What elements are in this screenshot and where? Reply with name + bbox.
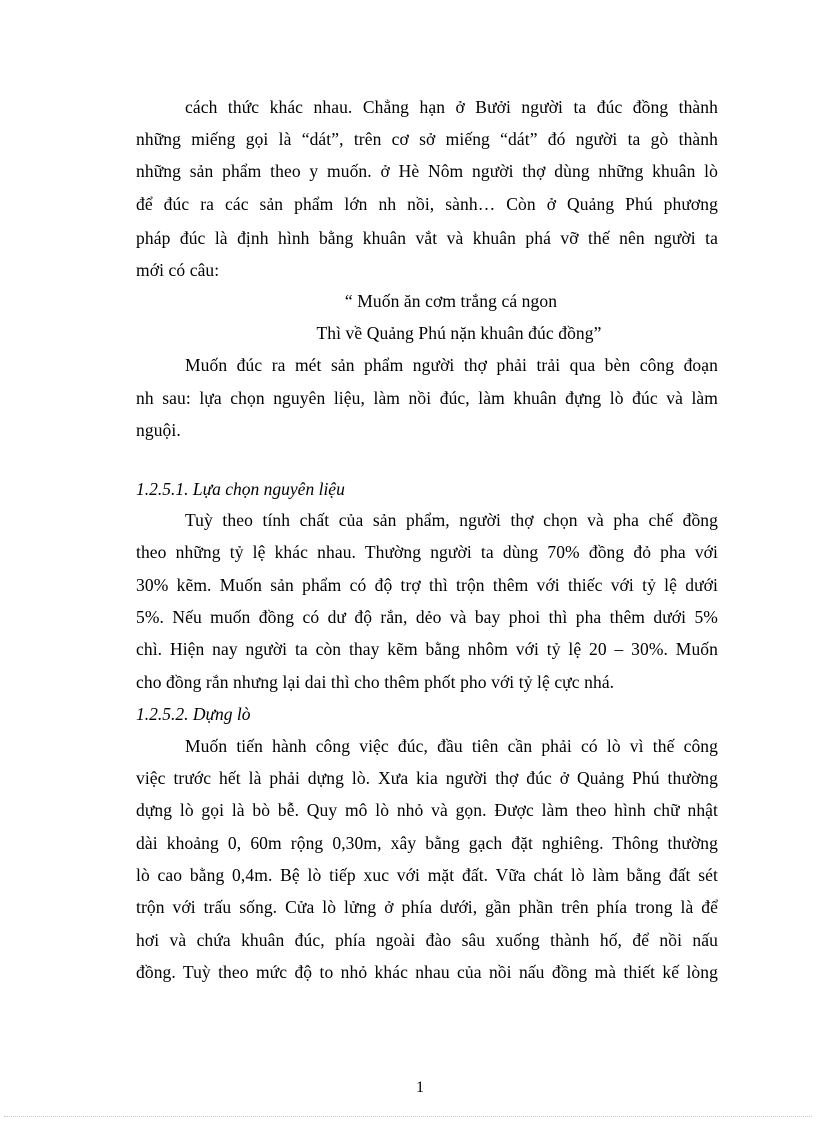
paragraph-3-line-6: cho đồng rắn nhưng lại dai thì cho thêm phốt pho với tỷ lệ cực nhá. [136,672,615,692]
paragraph-2-line-3: nguội. [136,420,181,440]
paragraph-3-line-5: chì. Hiện nay người ta còn thay kẽm bằng nhôm với tỷ lệ 20 – 30%. Muốn [136,639,718,659]
paragraph-3-line-1: Tuỳ theo tính chất của sản phẩm, người thợ chọn và pha chế đồng [185,510,718,530]
section-heading-raw-materials: 1.2.5.1. Lựa chọn nguyên liệu [136,479,345,499]
paragraph-1-line-6: mới có câu: [136,260,220,280]
paragraph-4-line-7: hơi và chứa khuân đúc, phía ngoài đào sâu xuống thành hố, để nồi nấu [136,930,718,950]
verse-line-1: “ Muốn ăn cơm trắng cá ngon [344,291,558,311]
paragraph-2-line-1: Muốn đúc ra mét sản phẩm người thợ phải trải qua bèn công đoạn [185,355,718,375]
paragraph-4-line-1: Muốn tiến hành công việc đúc, đầu tiên cần phải có lò vì thế công [185,736,718,756]
paragraph-4-line-6: trộn với trấu sống. Cửa lò lửng ở phía dưới, gần phần trên phía trong là để [136,897,718,917]
paragraph-1-line-4: để đúc ra các sản phẩm lớn nh nồi, sành… Còn ở Quảng Phú phương [136,194,718,214]
paragraph-1-line-5: pháp đúc là định hình bằng khuân vắt và khuân phá vỡ thế nên người ta [136,228,718,248]
paragraph-3-line-4: 5%. Nếu muốn đồng có dư độ rắn, dẻo và bay phoi thì pha thêm dưới 5% [136,607,718,627]
paragraph-4-line-5: lò cao bằng 0,4m. Bệ lò tiếp xuc với mặt đất. Vữa chát lò làm bằng đất sét [136,865,718,885]
paragraph-3-line-3: 30% kẽm. Muốn sản phẩm có độ trợ thì trộn thêm với thiếc với tỷ lệ dưới [136,575,718,595]
section-heading-furnace: 1.2.5.2. Dựng lò [136,704,251,724]
paragraph-1-line-3: những sản phẩm theo y muốn. ở Hè Nôm người thợ dùng những khuân lò [136,161,718,181]
paragraph-4-line-3: dựng lò gọi là bò bễ. Quy mô lò nhỏ và gọn. Được làm theo hình chữ nhật [136,800,718,820]
page-number: 1 [416,1079,424,1096]
paragraph-1-line-1: cách thức khác nhau. Chẳng hạn ở Bưởi người ta đúc đồng thành [185,97,718,117]
paragraph-3-line-2: theo những tỷ lệ khác nhau. Thường người ta dùng 70% đồng đỏ pha với [136,542,718,562]
paragraph-4-line-8: đồng. Tuỳ theo mức độ to nhỏ khác nhau của nồi nấu đồng mà thiết kế lòng [136,962,718,982]
paragraph-4-line-4: dài khoảng 0, 60m rộng 0,30m, xây bằng gạch đặt nghiêng. Thông thường [136,833,718,853]
paragraph-2-line-2: nh sau: lựa chọn nguyên liệu, làm nồi đúc, làm khuân đựng lò đúc và làm [136,388,718,408]
paragraph-4-line-2: việc trước hết là phải dựng lò. Xưa kia người thợ đúc ở Quảng Phú thường [136,768,718,788]
page-bottom-edge [4,1116,812,1117]
paragraph-1-line-2: những miếng gọi là “dát”, trên cơ sở miếng “dát” đó người ta gò thành [136,129,718,149]
verse-line-2: Thì về Quảng Phú nặn khuân đúc đồng” [316,323,602,343]
